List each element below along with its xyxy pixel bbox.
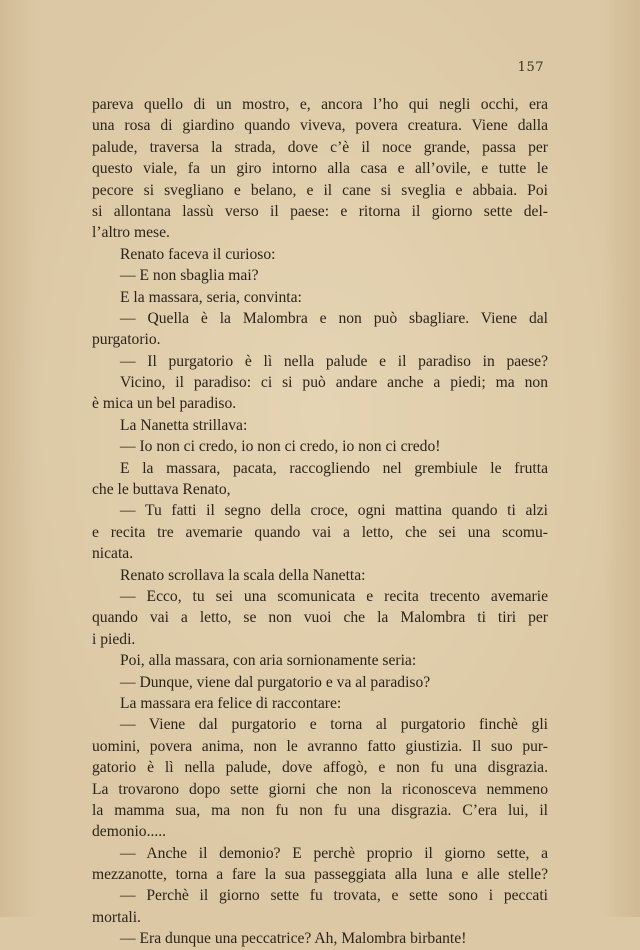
text-line: Vicino, il paradiso: ci si può andare anche a piedi; ma non — [120, 374, 548, 392]
text-line: Renato faceva il curioso: — [120, 245, 276, 263]
text-line: — E non sbaglia mai? — [120, 267, 259, 285]
text-line: E la massara, seria, convinta: — [120, 288, 302, 306]
text-line: che le buttava Renato, — [92, 481, 231, 499]
text-line: quando vai a letto, se non vuoi che la Malombra ti tiri per — [92, 609, 548, 627]
text-line: una rosa di giardino quando viveva, povera creatura. Viene dalla — [92, 117, 548, 135]
body-text — [92, 94, 548, 950]
text-line: e recita tre avemarie quando vai a letto, che sei una scomu- — [92, 523, 548, 541]
text-line: — Era dunque una peccatrice? Ah, Malombra birbante! — [120, 930, 467, 948]
text-line: demonio..... — [92, 823, 167, 841]
text-line: mezzanotte, torna a fare la sua passeggiata alla luna e alle stelle? — [92, 866, 548, 884]
text-line: la mamma sua, ma non fu non fu una disgrazia. C’era lui, il — [92, 801, 548, 819]
text-line: pecore si svegliano e belano, e il cane si sveglia e abbaia. Poi — [92, 181, 548, 199]
text-line: i piedi. — [92, 630, 136, 648]
text-line: — Quella è la Malombra e non può sbagliare. Viene dal — [120, 309, 548, 327]
text-line: mortali. — [92, 908, 141, 926]
text-line: questo viale, fa un giro intorno alla casa e all’ovile, e tutte le — [92, 160, 548, 178]
text-line: nicata. — [92, 545, 134, 563]
text-line: — Anche il demonio? E perchè proprio il giorno sette, a — [120, 844, 548, 862]
text-line: gatorio è lì nella palude, dove affogò, e non fu una disgrazia. — [92, 759, 548, 777]
text-line: uomini, povera anima, non le avranno fatto giustizia. Il suo pur- — [92, 737, 548, 755]
text-line: E la massara, pacata, raccogliendo nel grembiule le frutta — [120, 459, 548, 477]
text-line: Poi, alla massara, con aria sornionamente seria: — [120, 652, 417, 670]
text-line: — Io non ci credo, io non ci credo, io non ci credo! — [120, 438, 441, 456]
text-line: — Tu fatti il segno della croce, ogni mattina quando ti alzi — [120, 502, 548, 520]
text-line: è mica un bel paradiso. — [92, 395, 237, 413]
text-line: si allontana lassù verso il paese: e ritorna il giorno sette del- — [92, 202, 548, 220]
text-line: La massara era felice di raccontare: — [120, 694, 342, 712]
text-line: Renato scrollava la scala della Nanetta: — [120, 566, 366, 584]
text-line: pareva quello di un mostro, e, ancora l’ho qui negli occhi, era — [92, 96, 548, 113]
text-line: — Viene dal purgatorio e torna al purgatorio finchè gli — [120, 716, 548, 734]
text-line: — Perchè il giorno sette fu trovata, e sette sono i peccati — [120, 887, 548, 905]
text-line: palude, traversa la strada, dove c’è il noce grande, passa per — [92, 138, 548, 156]
text-line: — Dunque, viene dal purgatorio e va al paradiso? — [120, 673, 431, 691]
text-line: l’altro mese. — [92, 224, 170, 242]
text-line: La Nanetta strillava: — [120, 416, 248, 434]
text-line: — Ecco, tu sei una scomunicata e recita trecento avemarie — [120, 587, 548, 605]
page-number: 157 — [517, 60, 544, 75]
text-line: purgatorio. — [92, 331, 161, 349]
text-line: — Il purgatorio è lì nella palude e il paradiso in paese? — [120, 352, 548, 370]
text-line: La trovarono dopo sette giorni che non la riconosceva nemmeno — [92, 780, 548, 798]
